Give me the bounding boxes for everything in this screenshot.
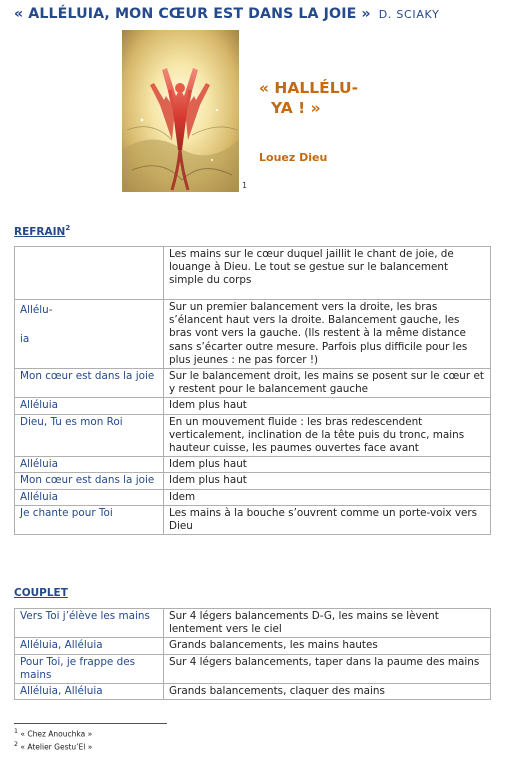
gesture-cell: Sur 4 légers balancements, taper dans la paume des mains bbox=[164, 654, 491, 683]
lyric-cell: Alléluia, Alléluia bbox=[15, 684, 164, 700]
gesture-cell: Idem bbox=[164, 489, 491, 505]
lyric-cell: Alléluia, Alléluia bbox=[15, 638, 164, 654]
table-row bbox=[15, 473, 491, 489]
hallelu-line-2: YA ! » bbox=[271, 99, 321, 117]
painting-image bbox=[122, 30, 239, 192]
louez-subtitle: Louez Dieu bbox=[259, 151, 328, 164]
table-row bbox=[15, 457, 491, 473]
lyric-alleluia-line-1: Allélu- bbox=[20, 304, 53, 316]
lyric-cell: Dieu, Tu es mon Roi bbox=[15, 414, 164, 457]
footnote-2-text: « Atelier Gestu’El » bbox=[20, 742, 93, 752]
lyric-cell: Je chante pour Toi bbox=[15, 505, 164, 534]
table-row bbox=[15, 609, 491, 638]
gesture-cell: En un mouvement fluide : les bras redescendent verticalement, inclination de la tête puis du tronc, mains hauteur cuisse, les paumes ouvertes face avant bbox=[164, 414, 491, 457]
table-row bbox=[15, 505, 491, 534]
footnote-2 bbox=[14, 741, 92, 752]
lyric-cell bbox=[15, 300, 164, 369]
footnote-1-mark: 1 bbox=[14, 728, 18, 735]
footnote-1 bbox=[14, 728, 92, 739]
gesture-cell: Grands balancements, les mains hautes bbox=[164, 638, 491, 654]
song-author: D. SCIAKY bbox=[378, 8, 440, 21]
table-row bbox=[15, 684, 491, 700]
couplet-heading: COUPLET bbox=[14, 587, 68, 599]
gesture-cell: Grands balancements, claquer des mains bbox=[164, 684, 491, 700]
lyric-cell bbox=[15, 247, 164, 300]
lyric-cell: Mon cœur est dans la joie bbox=[15, 369, 164, 398]
table-row bbox=[15, 247, 491, 300]
gesture-cell: Sur 4 légers balancements D-G, les mains se lèvent lentement vers le ciel bbox=[164, 609, 491, 638]
hallelu-line-1: « HALLÉLU- bbox=[259, 79, 359, 97]
table-row bbox=[15, 489, 491, 505]
lyric-cell: Alléluia bbox=[15, 489, 164, 505]
table-row bbox=[15, 414, 491, 457]
lyric-cell: Pour Toi, je frappe des mains bbox=[15, 654, 164, 683]
refrain-heading bbox=[14, 226, 70, 238]
couplet-table bbox=[14, 608, 491, 700]
lyric-cell: Alléluia bbox=[15, 398, 164, 414]
song-title: « ALLÉLUIA, MON CŒUR EST DANS LA JOIE » bbox=[14, 6, 371, 22]
refrain-table bbox=[14, 246, 491, 535]
gesture-cell: Les mains sur le cœur duquel jaillit le chant de joie, de louange à Dieu. Le tout se gestue sur le balancement simple du corps bbox=[164, 247, 491, 300]
footnote-2-mark: 2 bbox=[14, 741, 18, 748]
page-title bbox=[14, 6, 514, 22]
table-row bbox=[15, 369, 491, 398]
table-row bbox=[15, 638, 491, 654]
gesture-cell: Idem plus haut bbox=[164, 473, 491, 489]
gesture-cell: Les mains à la bouche s’ouvrent comme un porte-voix vers Dieu bbox=[164, 505, 491, 534]
gesture-cell: Sur le balancement droit, les mains se posent sur le cœur et y restent pour le balancement gauche bbox=[164, 369, 491, 398]
hallelu-heading bbox=[259, 78, 358, 118]
gesture-cell: Idem plus haut bbox=[164, 398, 491, 414]
lyric-cell: Vers Toi j’élève les mains bbox=[15, 609, 164, 638]
table-row bbox=[15, 300, 491, 369]
lyric-alleluia-line-2: ia bbox=[20, 333, 30, 346]
gesture-cell: Sur un premier balancement vers la droite, les bras s’élancent haut vers la droite. Balancement gauche, les bras vont vers la gauche. (Ils restent à la même distance sans s’écarter outre mesure. Parfois plus difficile pour les plus jeunes : ne pas forcer !) bbox=[164, 300, 491, 369]
refrain-heading-text: REFRAIN bbox=[14, 226, 66, 238]
table-row bbox=[15, 398, 491, 414]
footnote-1-text: « Chez Anouchka » bbox=[20, 729, 93, 739]
gesture-cell: Idem plus haut bbox=[164, 457, 491, 473]
table-row bbox=[15, 654, 491, 683]
refrain-footnote-ref: 2 bbox=[65, 224, 71, 232]
footnote-divider bbox=[14, 723, 167, 724]
lyric-cell: Mon cœur est dans la joie bbox=[15, 473, 164, 489]
image-footnote-ref: 1 bbox=[242, 181, 248, 190]
lyric-cell: Alléluia bbox=[15, 457, 164, 473]
praising-figures-illustration bbox=[122, 30, 239, 192]
